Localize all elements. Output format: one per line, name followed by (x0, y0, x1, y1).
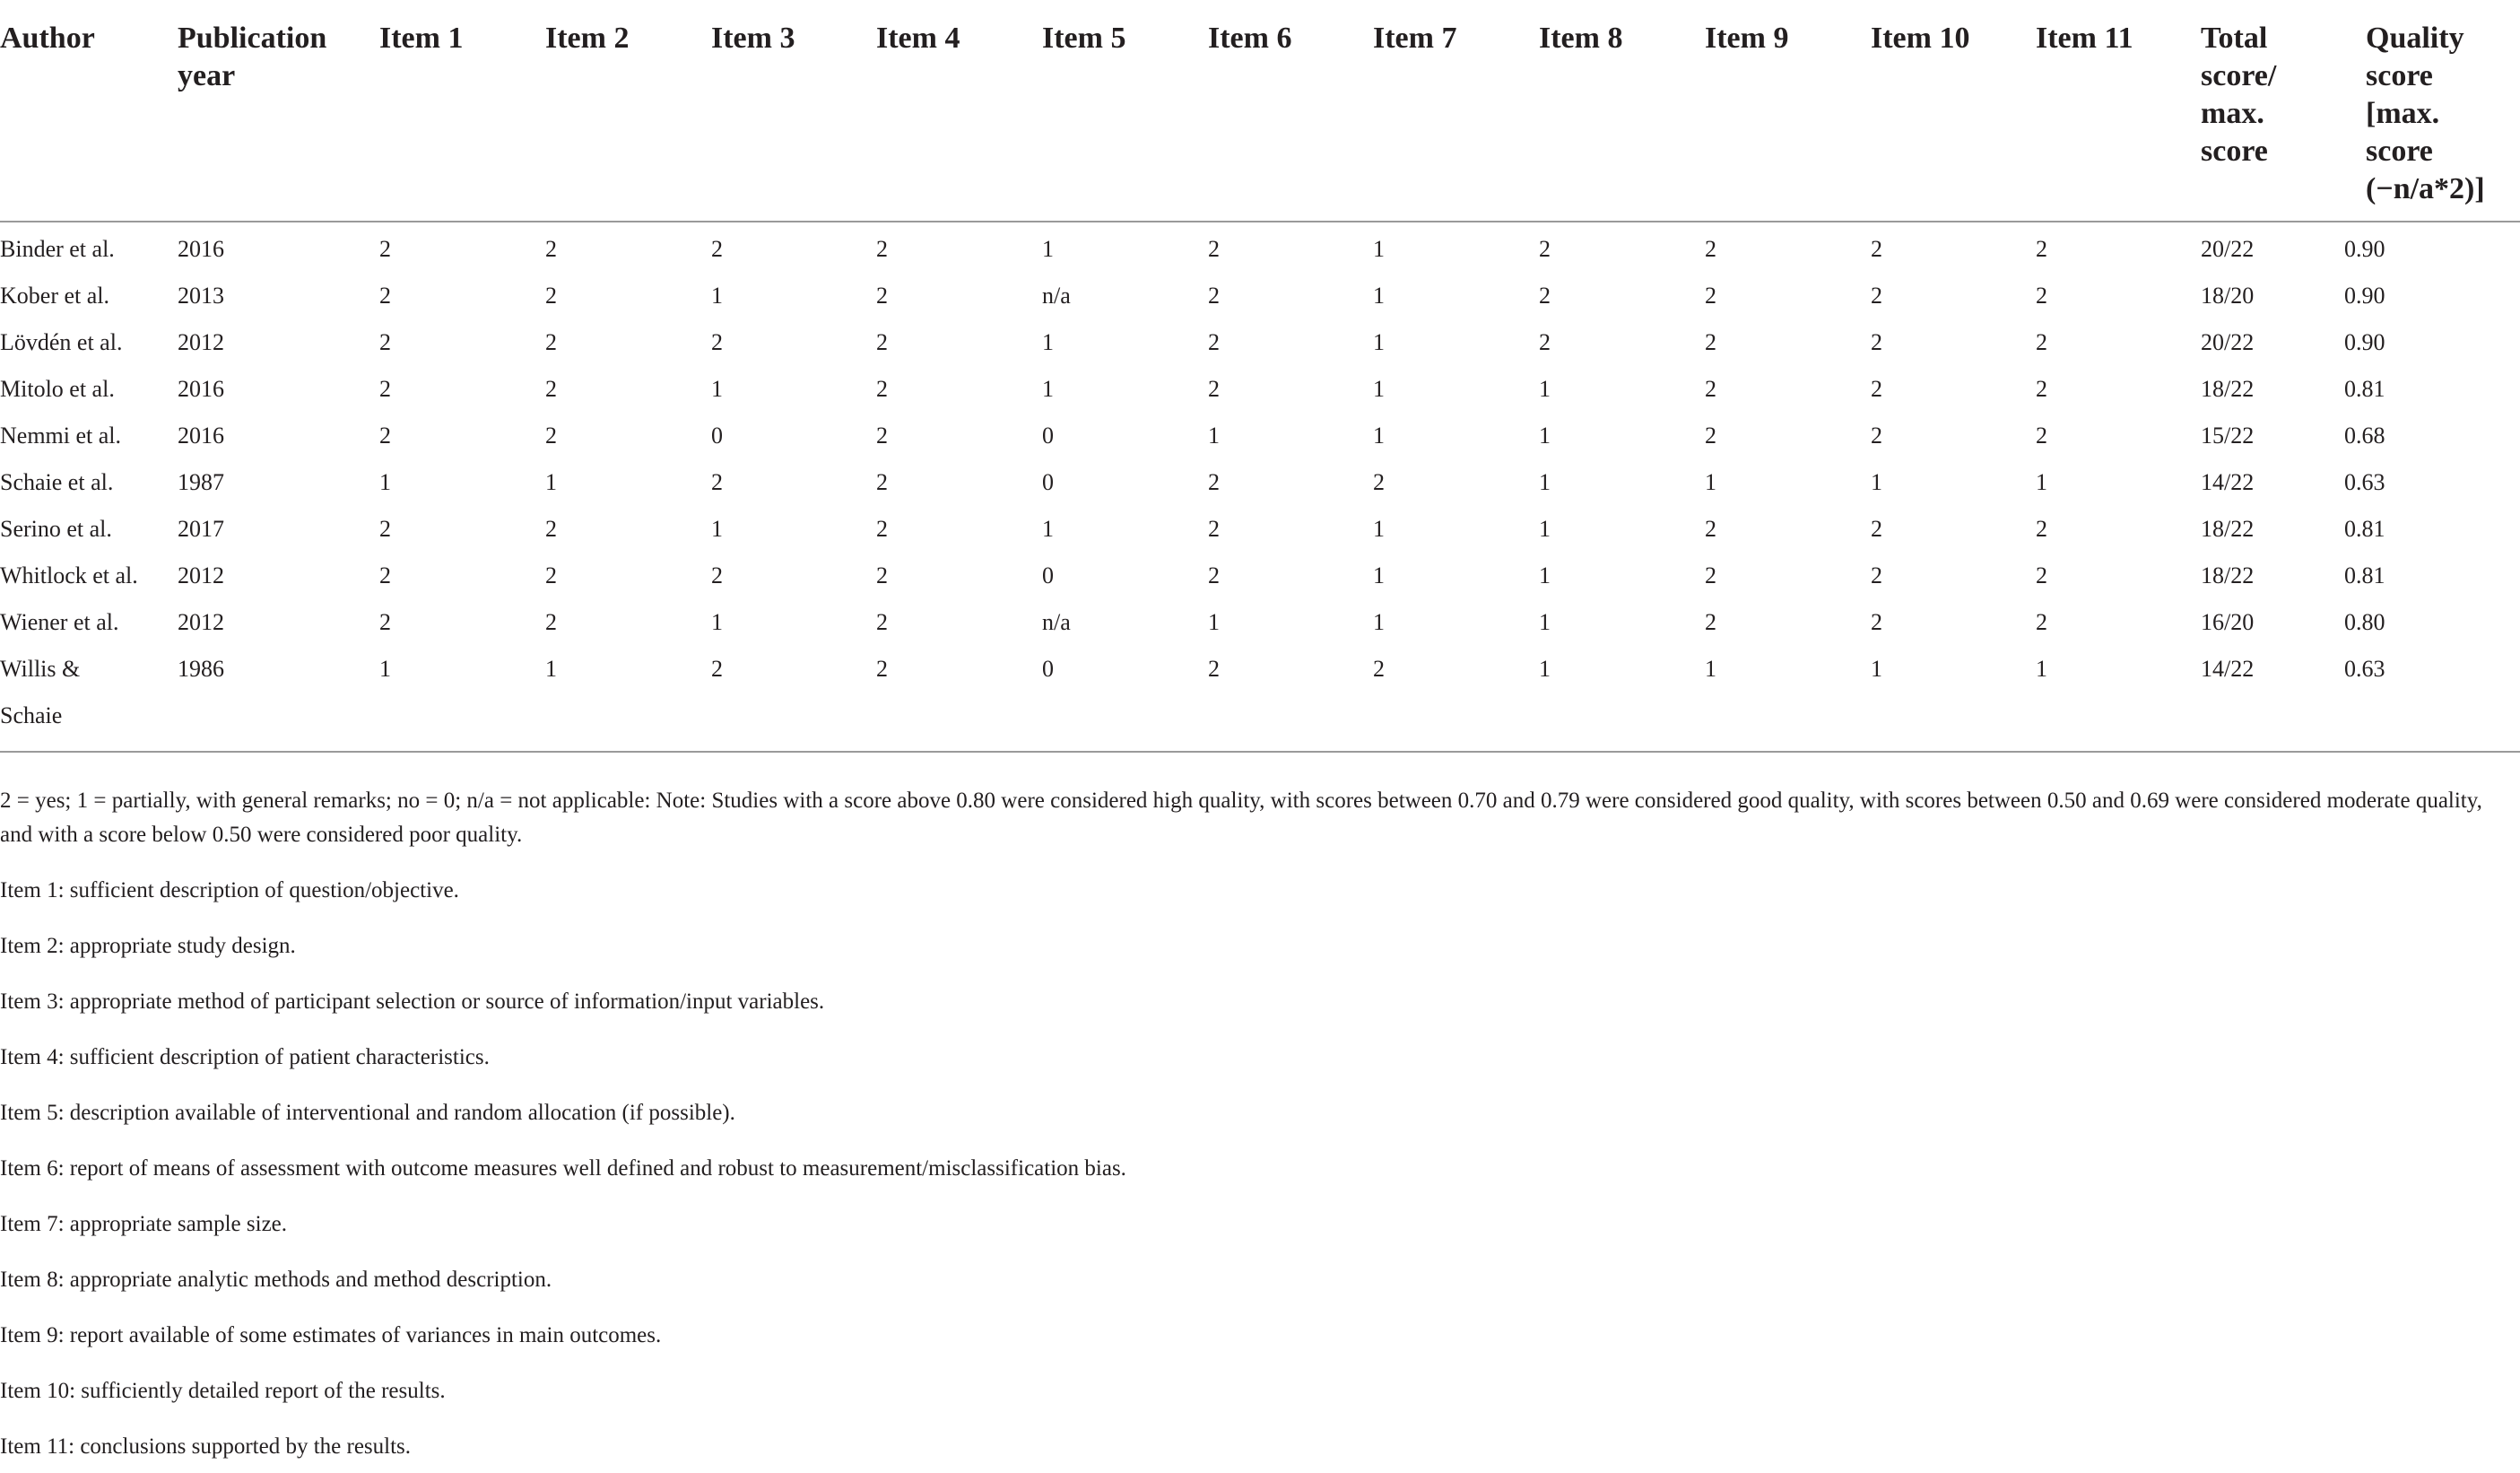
item-5-score-cell: 1 (1042, 329, 1054, 355)
header-quality-line: score (2366, 59, 2433, 92)
table-row (0, 319, 2520, 366)
table-footnotes (0, 784, 2484, 1464)
year-cell: 1987 (178, 469, 224, 495)
item-4-score-cell: 2 (876, 283, 888, 309)
footnote-item-6: Item 6: report of means of assessment with outcome measures well defined and robust to measurement/misclassification bias. (0, 1156, 1126, 1181)
item-10-score-cell: 2 (1871, 236, 1882, 262)
quality-score-cell: 0.90 (2344, 283, 2385, 309)
total-score-cell: 18/22 (2201, 562, 2255, 588)
header-item-5: Item 5 (1042, 22, 1126, 55)
header-year-line: Publication (178, 22, 327, 55)
item-9-score-cell: 2 (1705, 376, 1716, 402)
item-10-score-cell: 2 (1871, 283, 1882, 309)
item-10-score-cell: 1 (1871, 656, 1882, 682)
author-cell: Lövdén et al. (0, 329, 123, 355)
item-2-score-cell: 2 (545, 423, 557, 449)
item-2-score-cell: 2 (545, 609, 557, 635)
author-cell: Mitolo et al. (0, 376, 115, 402)
header-author: Author (0, 22, 95, 55)
item-9-score-cell: 2 (1705, 283, 1716, 309)
header-year-line: year (178, 59, 236, 92)
footnote-item-4: Item 4: sufficient description of patient characteristics. (0, 1045, 490, 1069)
header-total-score (2201, 20, 2276, 170)
item-6-score-cell: 2 (1208, 236, 1220, 262)
item-6-score-cell: 2 (1208, 469, 1220, 495)
header-total-line: max. (2201, 97, 2264, 130)
author-cell: Whitlock et al. (0, 562, 138, 588)
item-8-score-cell: 1 (1539, 562, 1551, 588)
item-6-score-cell: 2 (1208, 656, 1220, 682)
item-11-score-cell: 2 (2036, 329, 2047, 355)
item-8-score-cell: 1 (1539, 469, 1551, 495)
footnote-item-3: Item 3: appropriate method of participant selection or source of information/input variables. (0, 989, 825, 1014)
item-10-score-cell: 2 (1871, 516, 1882, 542)
year-cell: 2017 (178, 516, 224, 542)
author-cell: Willis & (0, 656, 81, 682)
item-7-score-cell: 1 (1373, 562, 1385, 588)
item-9-score-cell: 1 (1705, 469, 1716, 495)
item-4-score-cell: 2 (876, 329, 888, 355)
item-4-score-cell: 2 (876, 423, 888, 449)
year-cell: 2016 (178, 423, 224, 449)
item-11-score-cell: 2 (2036, 423, 2047, 449)
footnote-item-11: Item 11: conclusions supported by the results. (0, 1434, 412, 1459)
item-8-score-cell: 1 (1539, 609, 1551, 635)
item-6-score-cell: 2 (1208, 516, 1220, 542)
year-cell: 2012 (178, 562, 224, 588)
item-5-score-cell: n/a (1042, 283, 1071, 309)
item-9-score-cell: 2 (1705, 609, 1716, 635)
author-cell: Wiener et al. (0, 609, 119, 635)
table-row (0, 553, 2520, 599)
quality-score-cell: 0.90 (2344, 236, 2385, 262)
header-item-4: Item 4 (876, 22, 960, 55)
item-7-score-cell: 1 (1373, 283, 1385, 309)
item-6-score-cell: 1 (1208, 609, 1220, 635)
header-quality-line: [max. (2366, 97, 2440, 130)
item-3-score-cell: 2 (711, 656, 723, 682)
item-1-score-cell: 2 (379, 423, 391, 449)
item-10-score-cell: 2 (1871, 609, 1882, 635)
header-total-line: Total (2201, 22, 2268, 55)
footnote-item-2: Item 2: appropriate study design. (0, 934, 296, 958)
item-5-score-cell: 1 (1042, 376, 1054, 402)
item-2-score-cell: 2 (545, 329, 557, 355)
author-cell: Nemmi et al. (0, 423, 122, 449)
table-row (0, 273, 2520, 319)
item-3-score-cell: 2 (711, 236, 723, 262)
item-6-score-cell: 2 (1208, 562, 1220, 588)
total-score-cell: 20/22 (2201, 236, 2255, 262)
total-score-cell: 14/22 (2201, 656, 2255, 682)
header-total-line: score/ (2201, 59, 2277, 92)
item-6-score-cell: 2 (1208, 329, 1220, 355)
author-cell: Serino et al. (0, 516, 112, 542)
quality-score-cell: 0.81 (2344, 562, 2385, 588)
item-10-score-cell: 1 (1871, 469, 1882, 495)
quality-score-cell: 0.81 (2344, 516, 2385, 542)
quality-score-cell: 0.63 (2344, 656, 2385, 682)
header-item-6: Item 6 (1208, 22, 1292, 55)
item-10-score-cell: 2 (1871, 329, 1882, 355)
item-7-score-cell: 1 (1373, 516, 1385, 542)
item-8-score-cell: 1 (1539, 423, 1551, 449)
item-1-score-cell: 1 (379, 469, 391, 495)
item-10-score-cell: 2 (1871, 562, 1882, 588)
item-11-score-cell: 2 (2036, 516, 2047, 542)
total-score-cell: 20/22 (2201, 329, 2255, 355)
author-cell: Schaie et al. (0, 469, 114, 495)
quality-score-cell: 0.90 (2344, 329, 2385, 355)
item-11-score-cell: 2 (2036, 376, 2047, 402)
item-9-score-cell: 2 (1705, 562, 1716, 588)
item-definitions (0, 874, 2484, 1464)
item-10-score-cell: 2 (1871, 423, 1882, 449)
item-3-score-cell: 1 (711, 516, 723, 542)
table-row (0, 646, 2520, 728)
item-4-score-cell: 2 (876, 469, 888, 495)
item-11-score-cell: 2 (2036, 283, 2047, 309)
item-2-score-cell: 1 (545, 469, 557, 495)
total-score-cell: 16/20 (2201, 609, 2255, 635)
item-10-score-cell: 2 (1871, 376, 1882, 402)
item-1-score-cell: 2 (379, 376, 391, 402)
item-4-score-cell: 2 (876, 562, 888, 588)
item-8-score-cell: 1 (1539, 516, 1551, 542)
item-2-score-cell: 2 (545, 236, 557, 262)
item-7-score-cell: 1 (1373, 236, 1385, 262)
item-9-score-cell: 2 (1705, 516, 1716, 542)
header-quality-line: (−n/a*2)] (2366, 172, 2485, 205)
item-4-score-cell: 2 (876, 236, 888, 262)
item-2-score-cell: 2 (545, 376, 557, 402)
year-cell: 2013 (178, 283, 224, 309)
item-11-score-cell: 2 (2036, 236, 2047, 262)
footnote-item-8: Item 8: appropriate analytic methods and method description. (0, 1268, 552, 1292)
item-1-score-cell: 2 (379, 609, 391, 635)
header-item-8: Item 8 (1539, 22, 1623, 55)
item-5-score-cell: 1 (1042, 516, 1054, 542)
author-cell: Binder et al. (0, 236, 115, 262)
header-divider (0, 221, 2520, 222)
header-quality-line: score (2366, 135, 2433, 168)
footnote-item-5: Item 5: description available of interventional and random allocation (if possible). (0, 1101, 735, 1125)
item-11-score-cell: 1 (2036, 469, 2047, 495)
footnote-item-1: Item 1: sufficient description of question/objective. (0, 878, 459, 902)
table-bottom-rule (0, 751, 2520, 753)
item-8-score-cell: 2 (1539, 283, 1551, 309)
footnote-item-7: Item 7: appropriate sample size. (0, 1212, 288, 1236)
author-cell-continued: Schaie (0, 702, 63, 728)
item-5-score-cell: 0 (1042, 656, 1054, 682)
table-row (0, 599, 2520, 646)
item-11-score-cell: 2 (2036, 562, 2047, 588)
item-1-score-cell: 2 (379, 562, 391, 588)
total-score-cell: 15/22 (2201, 423, 2255, 449)
footnote-item-9: Item 9: report available of some estimates of variances in main outcomes. (0, 1323, 662, 1347)
item-6-score-cell: 2 (1208, 376, 1220, 402)
footnote-item-10: Item 10: sufficiently detailed report of the results. (0, 1379, 446, 1403)
table-row (0, 413, 2520, 459)
item-7-score-cell: 2 (1373, 656, 1385, 682)
item-8-score-cell: 1 (1539, 376, 1551, 402)
item-5-score-cell: 1 (1042, 236, 1054, 262)
table-row (0, 506, 2520, 553)
item-3-score-cell: 1 (711, 376, 723, 402)
year-cell: 1986 (178, 656, 224, 682)
item-4-score-cell: 2 (876, 376, 888, 402)
item-7-score-cell: 2 (1373, 469, 1385, 495)
item-5-score-cell: n/a (1042, 609, 1071, 635)
total-score-cell: 18/20 (2201, 283, 2255, 309)
item-1-score-cell: 1 (379, 656, 391, 682)
quality-score-cell: 0.80 (2344, 609, 2385, 635)
item-3-score-cell: 1 (711, 283, 723, 309)
table-row (0, 226, 2520, 273)
year-cell: 2012 (178, 609, 224, 635)
item-8-score-cell: 2 (1539, 329, 1551, 355)
item-9-score-cell: 2 (1705, 329, 1716, 355)
item-4-score-cell: 2 (876, 516, 888, 542)
total-score-cell: 18/22 (2201, 376, 2255, 402)
item-7-score-cell: 1 (1373, 609, 1385, 635)
header-total-line: score (2201, 135, 2268, 168)
item-4-score-cell: 2 (876, 609, 888, 635)
item-1-score-cell: 2 (379, 283, 391, 309)
item-3-score-cell: 2 (711, 562, 723, 588)
item-9-score-cell: 1 (1705, 656, 1716, 682)
item-7-score-cell: 1 (1373, 376, 1385, 402)
item-1-score-cell: 2 (379, 516, 391, 542)
header-quality-line: Quality (2366, 22, 2464, 55)
item-5-score-cell: 0 (1042, 469, 1054, 495)
item-2-score-cell: 2 (545, 562, 557, 588)
item-11-score-cell: 2 (2036, 609, 2047, 635)
item-5-score-cell: 0 (1042, 562, 1054, 588)
item-5-score-cell: 0 (1042, 423, 1054, 449)
item-8-score-cell: 1 (1539, 656, 1551, 682)
item-6-score-cell: 2 (1208, 283, 1220, 309)
header-item-2: Item 2 (545, 22, 630, 55)
item-8-score-cell: 2 (1539, 236, 1551, 262)
year-cell: 2016 (178, 236, 224, 262)
quality-score-cell: 0.68 (2344, 423, 2385, 449)
total-score-cell: 18/22 (2201, 516, 2255, 542)
author-cell: Kober et al. (0, 283, 110, 309)
header-item-7: Item 7 (1373, 22, 1457, 55)
item-6-score-cell: 1 (1208, 423, 1220, 449)
item-11-score-cell: 1 (2036, 656, 2047, 682)
year-cell: 2012 (178, 329, 224, 355)
header-publication-year (178, 20, 326, 95)
footnote-legend: 2 = yes; 1 = partially, with general remarks; no = 0; n/a = not applicable: Note: Studies with a score above 0.80 were considered high quality, with scores between 0.70 and 0.79 were considered good quality, with scores between 0.50 and 0.69 were considered moderate quality, and with a score below 0.50 were considered poor quality. (0, 789, 2482, 847)
item-1-score-cell: 2 (379, 329, 391, 355)
header-item-10: Item 10 (1871, 22, 1970, 55)
year-cell: 2016 (178, 376, 224, 402)
item-4-score-cell: 2 (876, 656, 888, 682)
item-3-score-cell: 0 (711, 423, 723, 449)
item-3-score-cell: 2 (711, 329, 723, 355)
item-2-score-cell: 2 (545, 283, 557, 309)
item-1-score-cell: 2 (379, 236, 391, 262)
header-item-3: Item 3 (711, 22, 795, 55)
item-2-score-cell: 2 (545, 516, 557, 542)
header-quality-score (2366, 20, 2485, 208)
table-row (0, 366, 2520, 413)
item-3-score-cell: 1 (711, 609, 723, 635)
item-7-score-cell: 1 (1373, 329, 1385, 355)
item-9-score-cell: 2 (1705, 423, 1716, 449)
item-9-score-cell: 2 (1705, 236, 1716, 262)
total-score-cell: 14/22 (2201, 469, 2255, 495)
header-item-9: Item 9 (1705, 22, 1789, 55)
table-row (0, 459, 2520, 506)
item-3-score-cell: 2 (711, 469, 723, 495)
quality-score-cell: 0.81 (2344, 376, 2385, 402)
item-2-score-cell: 1 (545, 656, 557, 682)
item-7-score-cell: 1 (1373, 423, 1385, 449)
header-item-11: Item 11 (2036, 22, 2133, 55)
quality-score-cell: 0.63 (2344, 469, 2385, 495)
header-item-1: Item 1 (379, 22, 464, 55)
